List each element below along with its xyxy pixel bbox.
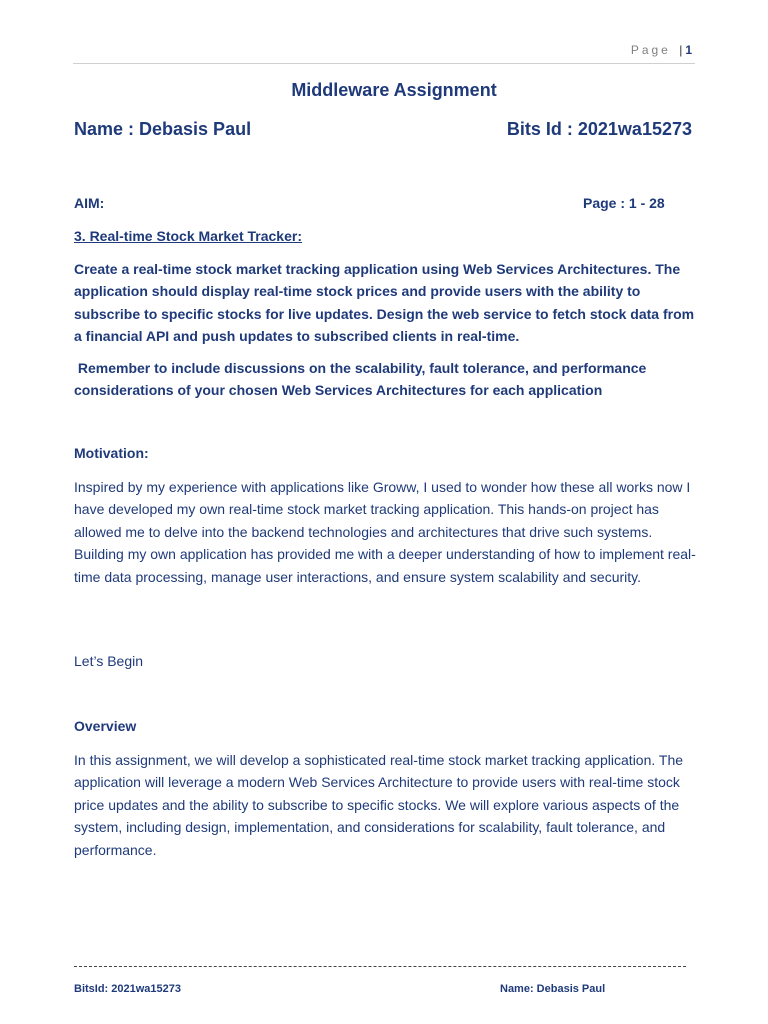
aim-label: AIM:: [74, 195, 105, 211]
overview-text: In this assignment, we will develop a sophisticated real-time stock market tracking application. The application will leverage a modern Web Services Architecture to provide users with real-time stock price updates and the ability to subscribe to specific stocks. We will explore various aspects of the system, including design, implementation, and considerations for scalability, fault tolerance, and performance.: [74, 752, 684, 858]
motivation-heading: Motivation:: [74, 445, 149, 461]
overview-heading: Overview: [74, 718, 137, 734]
task-heading: 3. Real-time Stock Market Tracker:: [74, 228, 302, 244]
remember-note: Remember to include discussions on the scalability, fault tolerance, and performance considerations of your chosen Web Services Architectures for each application: [74, 360, 651, 399]
footer-name: Name: Debasis Paul: [500, 983, 606, 995]
page-range: Page : 1 - 28: [583, 195, 665, 211]
motivation-text: Inspired by my experience with applications like Groww, I used to wonder how these all works now I have developed my own real-time stock market tracking application. This hands-on project has allowed me to delve into the backend technologies and architectures that drive such systems. Building my own application has provided me with a deeper understanding of how to implement real-time data processing, manage user interactions, and ensure system scalability and security.: [74, 479, 696, 585]
page-separator: |: [679, 43, 683, 57]
task-description: Create a real-time stock market tracking application using Web Services Architectures. The application should display real-time stock prices and provide users with the ability to subscribe to specific stocks for live updates. Design the web service to fetch stock data from a financial API and push updates to subscribed clients in real-time.: [74, 261, 695, 345]
bits-id: Bits Id : 2021wa15273: [506, 119, 692, 139]
page-label: Page: [630, 43, 671, 57]
document-title: Middleware Assignment: [291, 80, 497, 100]
author-name: Name : Debasis Paul: [74, 119, 252, 139]
lets-begin-text: Let’s Begin: [74, 653, 144, 669]
footer-bits-id: BitsId: 2021wa15273: [74, 983, 182, 995]
footer-divider: [74, 966, 686, 967]
header-divider: [73, 63, 695, 64]
page-number: 1: [685, 43, 692, 57]
page-number-header: [631, 43, 692, 57]
